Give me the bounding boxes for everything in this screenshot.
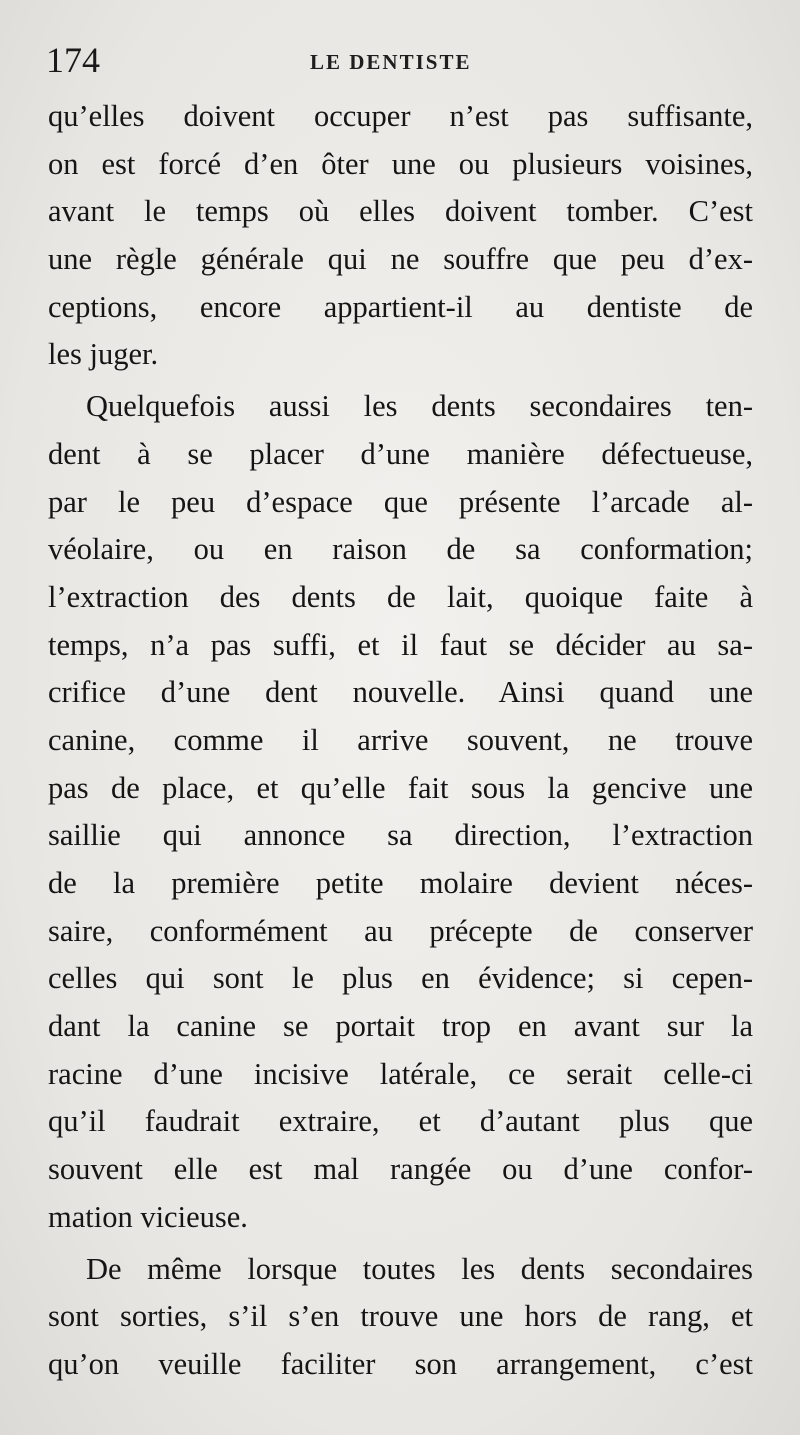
text-line: une règle générale qui ne souffre que peu d’ex- bbox=[48, 242, 753, 277]
text-line: celles qui sont le plus en évidence; si cepen- bbox=[48, 961, 753, 996]
text-line: dant la canine se portait trop en avant sur la bbox=[48, 1009, 753, 1044]
text-line: les juger. bbox=[48, 337, 159, 372]
text-line: qu’elles doivent occuper n’est pas suffisante, bbox=[48, 99, 753, 133]
running-head bbox=[40, 38, 760, 88]
text-line: mation vicieuse. bbox=[48, 1199, 248, 1234]
text-line: l’extraction des dents de lait, quoique faite à bbox=[48, 579, 753, 614]
text-line: sont sorties, s’il s’en trouve une hors de rang, et bbox=[48, 1299, 753, 1334]
text-line: canine, comme il arrive souvent, ne trouve bbox=[48, 722, 753, 757]
text-line: saillie qui annonce sa direction, l’extraction bbox=[48, 818, 753, 853]
text-line: par le peu d’espace que présente l’arcade al- bbox=[48, 484, 753, 519]
running-title: LE DENTISTE bbox=[310, 50, 472, 74]
text-line: racine d’une incisive latérale, ce serait celle-ci bbox=[48, 1056, 753, 1091]
text-line: qu’on veuille faciliter son arrangement, c’est bbox=[48, 1346, 753, 1381]
text-line: ceptions, encore appartient-il au dentiste de bbox=[48, 289, 753, 324]
text-line: dent à se placer d’une manière défectueuse, bbox=[48, 436, 753, 471]
body-text bbox=[48, 93, 753, 1389]
text-line: on est forcé d’en ôter une ou plusieurs voisines, bbox=[48, 146, 753, 181]
text-line: pas de place, et qu’elle fait sous la gencive une bbox=[48, 770, 753, 805]
text-line: qu’il faudrait extraire, et d’autant plus que bbox=[48, 1104, 753, 1139]
text-line: avant le temps où elles doivent tomber. C’est bbox=[48, 194, 753, 229]
paragraph-3 bbox=[48, 1246, 753, 1389]
text-line: souvent elle est mal rangée ou d’une confor- bbox=[48, 1152, 753, 1187]
text-line: de la première petite molaire devient néces- bbox=[48, 866, 753, 900]
text-line: crifice d’une dent nouvelle. Ainsi quand une bbox=[48, 675, 753, 710]
text-line: De même lorsque toutes les dents secondaires bbox=[86, 1251, 753, 1286]
paragraph-1 bbox=[48, 93, 753, 379]
text-line: véolaire, ou en raison de sa conformation; bbox=[48, 532, 753, 567]
page-number: 174 bbox=[46, 40, 100, 80]
paragraph-2 bbox=[48, 383, 753, 1241]
text-line: Quelquefois aussi les dents secondaires ten- bbox=[86, 389, 753, 424]
text-line: saire, conformément au précepte de conserver bbox=[48, 913, 753, 948]
text-line: temps, n’a pas suffi, et il faut se décider au sa- bbox=[48, 627, 753, 662]
